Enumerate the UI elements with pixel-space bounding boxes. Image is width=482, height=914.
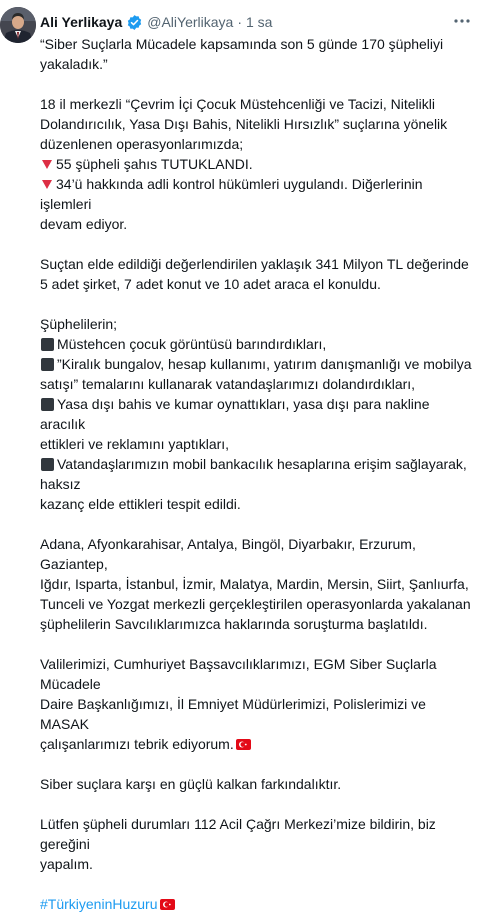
text-line: Tunceli ve Yozgat merkezli gerçekleştirilen operasyonlarda yakalanan (40, 596, 471, 612)
author-name[interactable]: Ali Yerlikaya (40, 14, 123, 30)
text-line: “Siber Suçlarla Mücadele kapsamında son 5 günde 170 şüpheliyi (40, 36, 444, 52)
paragraph-intro (40, 34, 472, 74)
list-item-text: Yasa dışı bahis ve kumar oynattıkları, yasa dışı para nakline aracılık (40, 396, 430, 432)
black-square-icon (41, 398, 54, 411)
black-square-icon (41, 358, 54, 371)
verified-badge-icon (126, 14, 143, 31)
text-line: ettikleri ve reklamını yaptıkları, (40, 436, 230, 452)
text-line: devam ediyor. (40, 216, 128, 232)
hashtag-line (40, 894, 472, 914)
text-line: Lütfen şüpheli durumları 112 Acil Çağrı Merkezi’mize bildirin, biz gereğini (40, 816, 436, 852)
text-line: Valilerimizi, Cumhuriyet Başsavcılıklarımızı, EGM Siber Suçlarla Mücadele (40, 656, 437, 692)
tweet-text (40, 34, 472, 914)
avatar[interactable] (0, 7, 36, 43)
text-line: Şüphelilerin; (40, 316, 118, 332)
text-line: Siber suçlara karşı en güçlü kalkan farkındalıktır. (40, 776, 342, 792)
black-square-icon (41, 338, 54, 351)
paragraph-seizure (40, 254, 472, 294)
list-item-text: 34’ü hakkında adli kontrol hükümleri uygulandı. Diğerlerinin işlemleri (40, 176, 423, 212)
text-line: Suçtan elde edildiği değerlendirilen yaklaşık 341 Milyon TL değerinde (40, 256, 469, 272)
paragraph-awareness (40, 774, 472, 794)
text-line: düzenlenen operasyonlarımızda; (40, 136, 244, 152)
list-item (40, 354, 472, 374)
text-line: Iğdır, Isparta, İstanbul, İzmir, Malatya, Mardin, Mersin, Siirt, Şanlıurfa, (40, 576, 469, 592)
tweet-header (40, 11, 476, 33)
text-line: kazanç elde ettikleri tespit edildi. (40, 496, 241, 512)
timestamp[interactable]: 1 sa (246, 14, 273, 30)
text-line: yapalım. (40, 856, 93, 872)
list-item (40, 334, 472, 354)
text-line: Adana, Afyonkarahisar, Antalya, Bingöl, Diyarbakır, Erzurum, Gaziantep, (40, 536, 416, 572)
red-down-triangle-icon (42, 160, 52, 169)
list-item (40, 154, 472, 174)
text-line: 5 adet şirket, 7 adet konut ve 10 adet araca el konuldu. (40, 276, 381, 292)
text-line-content: çalışanlarımızı tebrik ediyorum. (40, 736, 234, 752)
paragraph-suspects (40, 314, 472, 514)
black-square-icon (41, 458, 54, 471)
paragraph-cities (40, 534, 472, 634)
text-line: Dolandırıcılık, Yasa Dışı Bahis, Nitelikli Hırsızlık” suçlarına yönelik (40, 116, 448, 132)
red-down-triangle-icon (42, 180, 52, 189)
list-item-text: Vatandaşlarımızın mobil bankacılık hesaplarına erişim sağlayarak, haksız (40, 456, 467, 492)
text-line (40, 734, 472, 754)
turkey-flag-icon (160, 899, 175, 910)
text-line: yakaladık.” (40, 56, 108, 72)
paragraph-operations (40, 94, 472, 234)
text-line: 18 il merkezli “Çevrim İçi Çocuk Müstehcenliği ve Tacizi, Nitelikli (40, 96, 435, 112)
text-line: şüphelilerin Savcılıklarımızca haklarında soruşturma başlatıldı. (40, 616, 428, 632)
paragraph-thanks (40, 654, 472, 754)
author-handle[interactable]: @AliYerlikaya (147, 14, 234, 30)
separator-dot: · (237, 14, 242, 30)
list-item (40, 174, 472, 214)
text-line: satışı” temalarını kullanarak vatandaşlarımızı dolandırdıkları, (40, 376, 416, 392)
list-item-text: ”Kiralık bungalov, hesap kullanımı, yatırım danışmanlığı ve mobilya (57, 356, 472, 372)
paragraph-hashtag (40, 894, 472, 914)
list-item-text: Müstehcen çocuk görüntüsü barındırdıkları, (57, 336, 327, 352)
paragraph-call-to-action (40, 814, 472, 874)
list-item-text: 55 şüpheli şahıs TUTUKLANDI. (56, 156, 253, 172)
more-options-icon[interactable] (452, 14, 472, 28)
list-item (40, 394, 472, 434)
hashtag-link[interactable]: #TürkiyeninHuzuru (40, 896, 158, 912)
list-item (40, 454, 472, 494)
avatar-portrait-icon (0, 7, 36, 43)
text-line: Daire Başkanlığımızı, İl Emniyet Müdürlerimizi, Polislerimizi ve MASAK (40, 696, 426, 732)
turkey-flag-icon (236, 739, 251, 750)
